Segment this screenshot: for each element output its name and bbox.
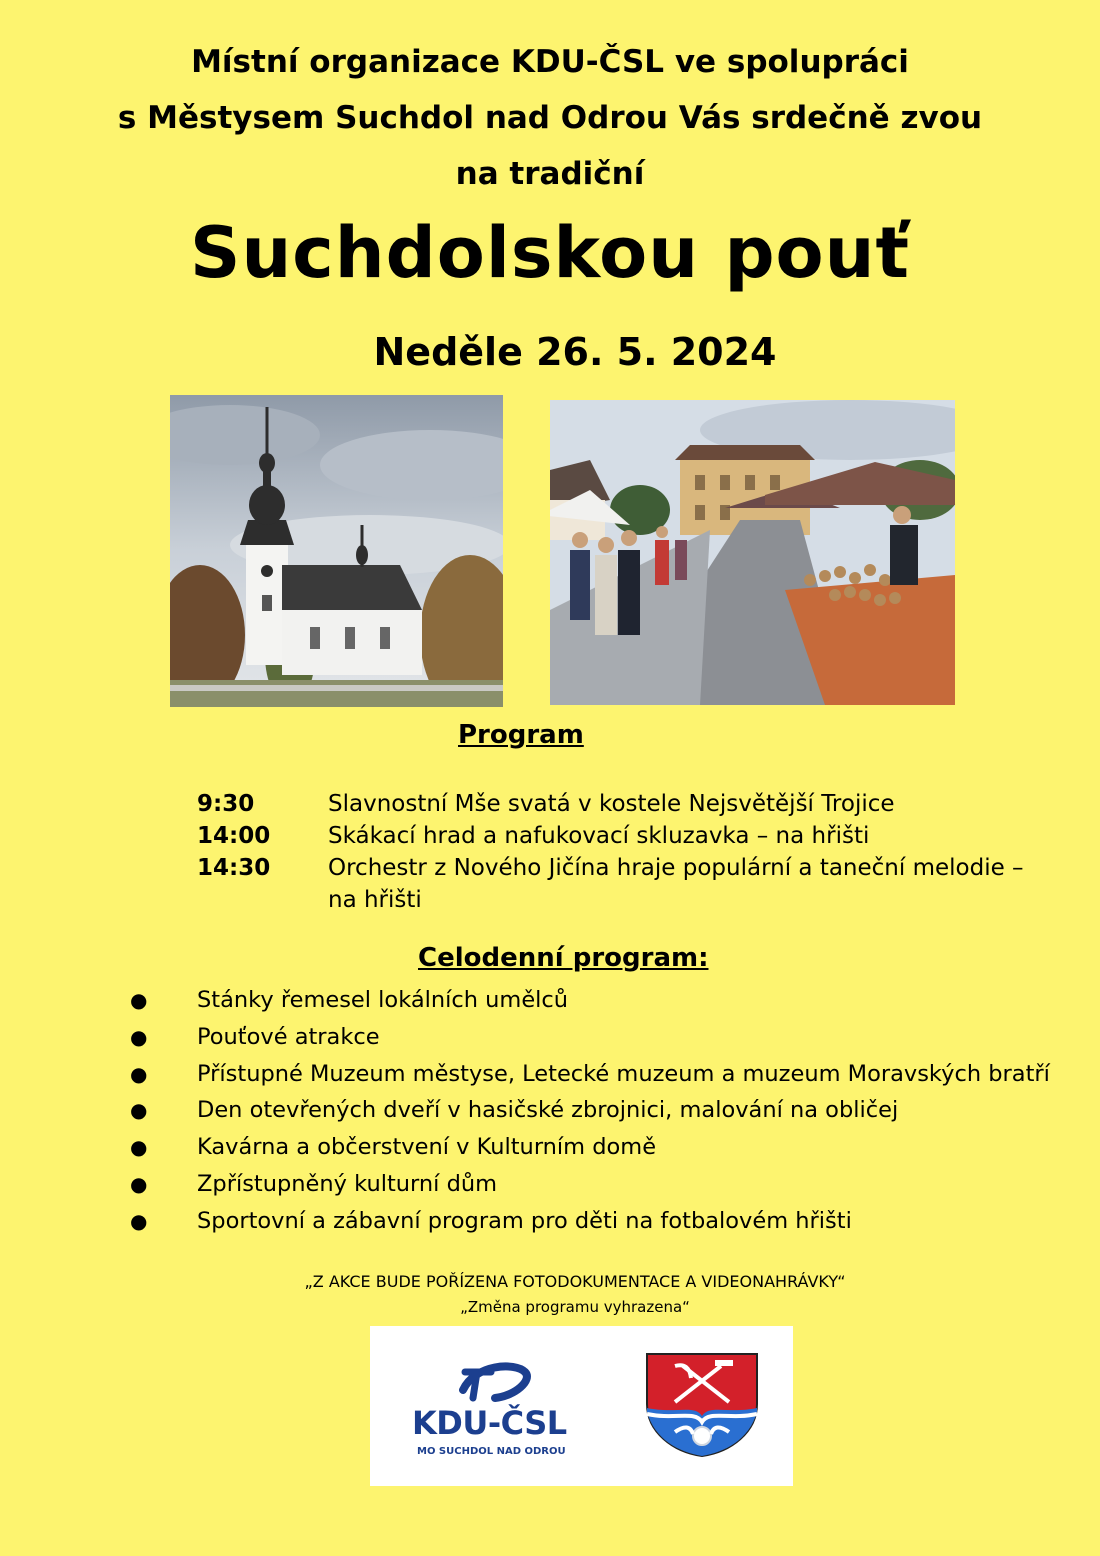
list-item — [130, 1129, 1090, 1166]
municipal-crest-icon — [645, 1352, 759, 1458]
list-item-text: Stánky řemesel lokálních umělců — [197, 987, 569, 1013]
kdu-logo-subtitle: MO SUCHDOL NAD ODROU — [417, 1446, 566, 1457]
bullet-icon: ● — [130, 1171, 148, 1196]
allday-heading: Celodenní program: — [418, 943, 709, 973]
schedule-time: 9:30 — [197, 791, 255, 817]
list-item — [130, 1056, 1090, 1093]
kdu-logo-icon — [455, 1360, 535, 1406]
allday-list — [130, 982, 1090, 1240]
list-item-text: Pouťové atrakce — [197, 1023, 380, 1050]
list-item-text: Kavárna a občerstvení v Kulturním domě — [197, 1134, 657, 1161]
invitation-header — [0, 34, 1100, 202]
list-item — [130, 1203, 1090, 1240]
bullet-icon: ● — [130, 988, 148, 1012]
program-schedule — [197, 788, 1057, 916]
church-photo — [170, 395, 503, 707]
logos-panel — [370, 1326, 793, 1486]
list-item-text: Den otevřených dveří v hasičské zbrojnici, malování na obličej — [197, 1097, 899, 1124]
photo-notice: „Z AKCE BUDE POŘÍZENA FOTODOKUMENTACE A VIDEONAHRÁVKY“ — [304, 1272, 846, 1291]
market-photo — [550, 400, 955, 705]
schedule-text: Slavnostní Mše svatá v kostele Nejsvětější Trojice — [328, 791, 895, 817]
event-title: Suchdolskou pouť — [190, 212, 910, 294]
list-item-text: Zpřístupněný kulturní dům — [197, 1170, 498, 1197]
schedule-time: 14:00 — [197, 823, 271, 849]
schedule-text: Orchestr z Nového Jičína hraje populární a taneční melodie – na hřišti — [328, 855, 1024, 913]
bullet-icon: ● — [130, 1024, 148, 1049]
bullet-icon: ● — [130, 1061, 148, 1086]
list-item — [130, 982, 1090, 1019]
program-heading: Program — [458, 720, 584, 750]
schedule-row — [197, 820, 1057, 852]
header-line-1: Místní organizace KDU-ČSL ve spolupráci — [191, 44, 909, 80]
list-item — [130, 1092, 1090, 1129]
header-line-3: na tradiční — [455, 156, 645, 192]
bullet-icon: ● — [130, 1135, 148, 1160]
schedule-text: Skákací hrad a nafukovací skluzavka – na hřišti — [328, 823, 870, 849]
schedule-time: 14:30 — [197, 855, 271, 881]
schedule-row — [197, 788, 1057, 820]
header-line-2: s Městysem Suchdol nad Odrou Vás srdečně zvou — [117, 100, 983, 136]
change-notice: „Změna programu vyhrazena“ — [460, 1298, 690, 1316]
schedule-row — [197, 852, 1057, 916]
bullet-icon: ● — [130, 1098, 148, 1123]
bullet-icon: ● — [130, 1208, 148, 1233]
list-item-text: Přístupné Muzeum městyse, Letecké muzeum a muzeum Moravských bratří — [197, 1060, 1050, 1087]
list-item — [130, 1019, 1090, 1056]
event-date: Neděle 26. 5. 2024 — [373, 330, 777, 374]
list-item — [130, 1166, 1090, 1203]
kdu-logo-name: KDU-ČSL — [412, 1404, 567, 1442]
list-item-text: Sportovní a zábavní program pro děti na fotbalovém hřišti — [197, 1207, 852, 1234]
